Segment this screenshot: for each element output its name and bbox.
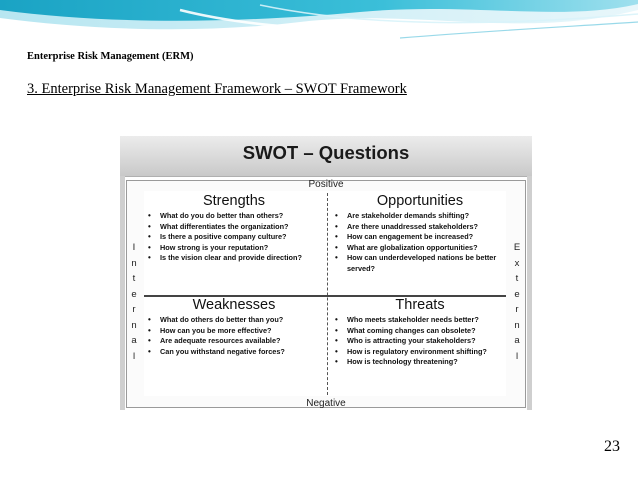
- swot-header: [120, 136, 532, 177]
- figure-edge-left: [120, 176, 125, 410]
- axis-letter: n: [131, 257, 137, 269]
- opportunities-title: Opportunities: [376, 193, 464, 209]
- axis-letter: n: [131, 319, 137, 331]
- axis-letter: e: [514, 288, 520, 300]
- opportunities-list: [331, 211, 509, 274]
- opportunities-quadrant: [331, 193, 509, 274]
- list-item: • What do others do better than you?: [144, 315, 324, 326]
- axis-letter: e: [131, 288, 137, 300]
- page-number: 23: [604, 438, 620, 455]
- list-item: • How can you be more effective?: [144, 326, 324, 337]
- strengths-title: Strengths: [202, 193, 266, 209]
- list-item: • What are globalization opportunities?: [331, 243, 509, 254]
- axis-letter: x: [514, 257, 520, 269]
- swot-heading: SWOT – Questions: [242, 142, 410, 163]
- axis-letter: n: [514, 319, 520, 331]
- axis-letter: a: [131, 335, 137, 346]
- axis-external-label: [511, 240, 523, 364]
- list-item: • What differentiates the organization?: [144, 222, 324, 233]
- threats-list: [331, 315, 509, 368]
- list-item: • How can underdeveloped nations be better served?: [331, 253, 509, 274]
- list-item: • What do you do better than others?: [144, 211, 324, 222]
- threats-quadrant: [331, 297, 509, 368]
- axis-internal-label: [128, 240, 140, 364]
- strengths-list: [144, 211, 324, 264]
- list-item: • How is regulatory environment shifting?: [331, 347, 509, 358]
- vertical-divider: [327, 193, 328, 395]
- organization-label: Enterprise Risk Management (ERM): [27, 51, 194, 62]
- list-item: • Are stakeholder demands shifting?: [331, 211, 509, 222]
- axis-letter: r: [515, 304, 519, 315]
- axis-negative-label: Negative: [306, 398, 346, 409]
- strengths-quadrant: [144, 193, 324, 264]
- list-item: • How strong is your reputation?: [144, 243, 324, 254]
- list-item: • Are adequate resources available?: [144, 336, 324, 347]
- figure-edge-right: [527, 176, 532, 410]
- axis-letter: l: [515, 350, 519, 362]
- axis-letter: E: [513, 242, 521, 253]
- list-item: • What coming changes can obsolete?: [331, 326, 509, 337]
- list-item: • Is the vision clear and provide direction?: [144, 253, 324, 264]
- axis-letter: r: [132, 304, 136, 315]
- axis-positive-label: Positive: [308, 179, 344, 190]
- list-item: • Are there unaddressed stakeholders?: [331, 222, 509, 233]
- weaknesses-list: [144, 315, 324, 357]
- axis-letter: I: [132, 242, 136, 253]
- weaknesses-title: Weaknesses: [192, 297, 276, 313]
- swot-figure: [120, 136, 532, 410]
- weaknesses-quadrant: [144, 297, 324, 357]
- list-item: • How is technology threatening?: [331, 357, 509, 368]
- list-item: • How can engagement be increased?: [331, 232, 509, 243]
- slide-title: 3. Enterprise Risk Management Framework – SWOT Framework: [27, 81, 407, 97]
- list-item: • Is there a positive company culture?: [144, 232, 324, 243]
- list-item: • Who is attracting your stakeholders?: [331, 336, 509, 347]
- axis-letter: l: [132, 350, 136, 362]
- list-item: • Who meets stakeholder needs better?: [331, 315, 509, 326]
- threats-title: Threats: [395, 297, 445, 313]
- list-item: • Can you withstand negative forces?: [144, 347, 324, 358]
- axis-letter: a: [514, 335, 520, 346]
- axis-letter: t: [132, 273, 136, 284]
- axis-letter: t: [515, 273, 519, 284]
